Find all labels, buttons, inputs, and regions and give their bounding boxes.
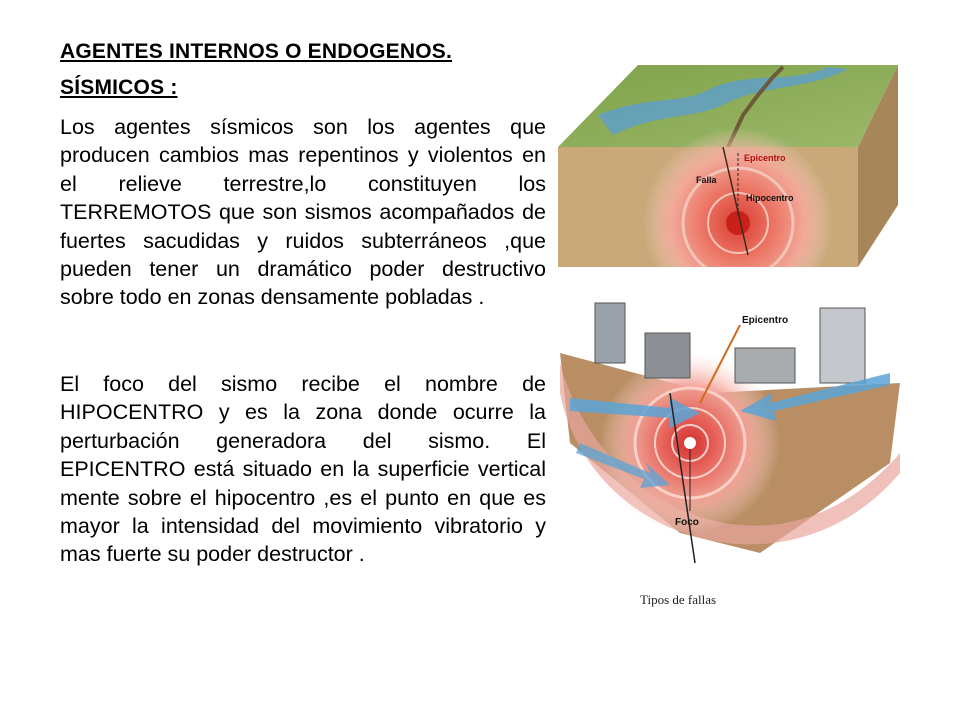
earthquake-block-diagram (558, 55, 898, 267)
figure-caption: Tipos de fallas (640, 592, 717, 607)
paragraph-hypocenter: El foco del sismo recibe el nombre de HIPOCENTRO y es la zona donde ocurre la perturbación generadora del sismo. El EPICENTRO está situado en la superficie vertical mente sobre el hipocentro ,es el punto en que es mayor la intensidad del movimiento vibratorio y mas fuerte su poder destructor . (60, 372, 546, 567)
building-right (820, 308, 865, 383)
label-epicenter: Epicentro (744, 153, 786, 163)
main-heading: AGENTES INTERNOS O ENDOGENOS. (60, 40, 453, 63)
label-hypocenter: Hipocentro (746, 193, 794, 203)
earthquake-city-diagram (560, 293, 900, 583)
label-fault: Falla (696, 175, 717, 185)
paragraph-seismic-agents: Los agentes sísmicos son los agentes que producen cambios mas repentinos y violentos en el relieve terrestre,lo constituyen los TERREMOTOS que son sismos acompañados de fuertes sacudidas y ruidos subterráneos ,que pueden tener un dramático poder destructivo sobre todo en zonas densamente pobladas . (60, 115, 546, 310)
building-left (595, 303, 625, 363)
label-epicenter: Epicentro (742, 315, 789, 326)
label-focus: Foco (675, 517, 699, 528)
subheading: SÍSMICOS : (60, 76, 178, 99)
